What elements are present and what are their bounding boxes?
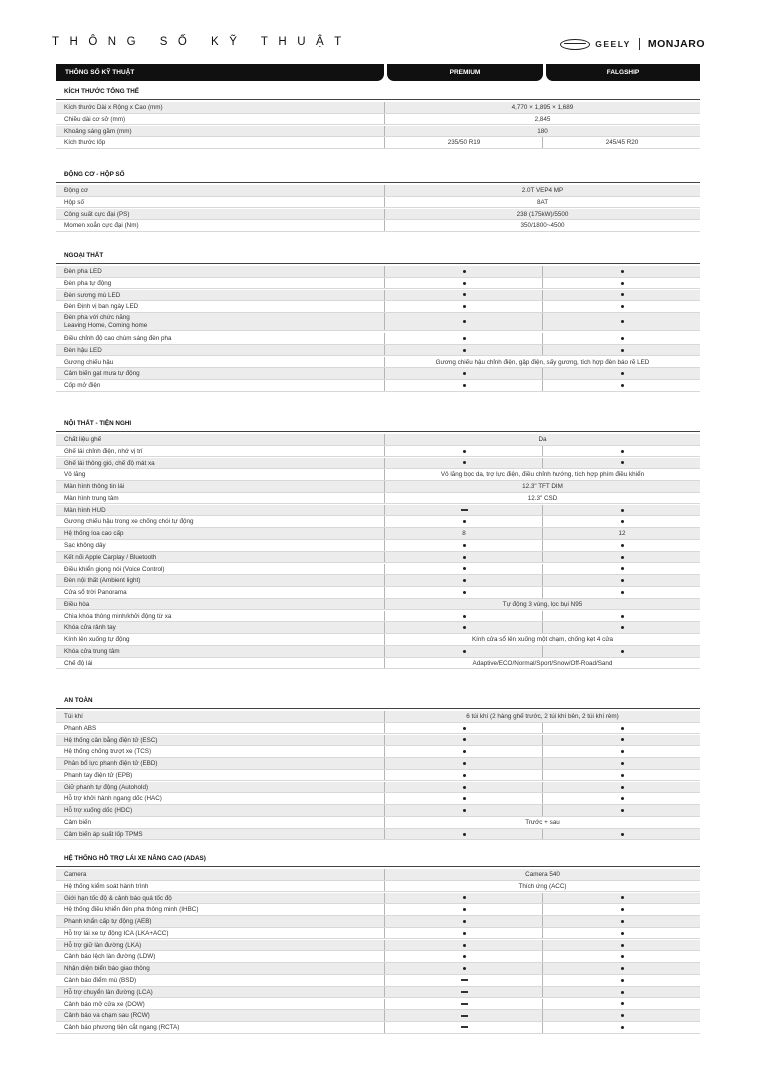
included-dot-icon [621,955,624,958]
included-dot-icon [621,979,624,982]
included-dot-icon [621,337,624,340]
spec-label: Động cơ [64,187,89,194]
spec-row [56,301,700,313]
premium-value: 235/50 R19 [447,139,481,147]
included-dot-icon [463,567,466,570]
row-divider [56,330,700,331]
not-available-dash-icon [461,1003,468,1005]
included-dot-icon [621,797,624,800]
included-dot-icon [621,591,624,594]
spec-row [56,805,700,817]
spec-label: Hỗ trợ giữ làn đường (LKA) [64,941,142,949]
not-available-dash-icon [461,1015,468,1017]
included-dot-icon [463,282,466,285]
included-dot-icon [463,615,466,618]
spec-label: Đèn hậu LED [64,346,102,354]
row-divider [56,1033,700,1034]
spec-row [56,793,700,805]
spec-value-merged: Camera 540 [525,871,560,878]
spec-label: Hỗ trợ xuống dốc (HDC) [64,807,133,815]
included-dot-icon [621,349,624,352]
spec-row [56,587,700,599]
flagship-value: 12 [618,530,626,538]
included-dot-icon [621,1014,624,1017]
spec-label: Kính lên xuống tự động [64,636,130,644]
premium-value: 8 [462,530,466,538]
brand-name: GEELY [595,39,631,49]
model-name: MONJARO [647,38,705,50]
spec-row [56,658,700,670]
included-dot-icon [621,544,624,547]
included-dot-icon [463,579,466,582]
spec-row [56,893,700,905]
spec-label: Điều khiển giọng nói (Voice Control) [64,565,165,573]
column-divider [542,313,543,331]
included-dot-icon [463,650,466,653]
spec-label: Phanh ABS [64,724,97,732]
included-dot-icon [463,727,466,730]
section-title: ĐỘNG CƠ - HỘP SỐ [64,171,125,178]
section-title: KÍCH THƯỚC TỔNG THỂ [64,88,139,95]
spec-row [56,646,700,658]
row-divider [56,148,700,149]
spec-row [56,505,700,517]
included-dot-icon [621,509,624,512]
spec-label: Gương chiếu hậu [64,358,114,366]
included-dot-icon [463,591,466,594]
spec-row [56,881,700,893]
spec-label: Cảnh báo điểm mù (BSD) [64,977,137,985]
included-dot-icon [463,774,466,777]
included-dot-icon [463,372,466,375]
spec-label: Nhận diện biển báo giao thông [64,965,150,973]
section-divider [56,866,700,867]
spec-row [56,552,700,564]
spec-row [56,622,700,634]
included-dot-icon [463,270,466,273]
header-premium-column: PREMIUM [387,64,543,81]
included-dot-icon [463,762,466,765]
included-dot-icon [621,809,624,812]
included-dot-icon [621,615,624,618]
included-dot-icon [621,762,624,765]
spec-label: Cảnh báo va chạm sau (RCW) [64,1012,150,1020]
spec-label: Kích thước Dài x Rộng x Cao (mm) [64,104,163,111]
spec-row [56,735,700,747]
spec-label: Chìa khóa thông minh/khởi động từ xa [64,612,172,620]
header-spec-column: THÔNG SỐ KỸ THUẬT [56,64,384,81]
spec-row [56,963,700,975]
spec-label: Điều hòa [64,600,90,608]
included-dot-icon [621,991,624,994]
spec-row [56,185,700,197]
spec-label: Hộp số [64,198,84,206]
spec-value-merged: Kính cửa sổ lên xuống một chạm, chống kẹt 4 cửa [471,636,614,644]
spec-label: Kích thước lốp [64,139,106,147]
flagship-value [545,313,699,331]
included-dot-icon [463,461,466,464]
spec-row [56,266,700,278]
included-dot-icon [463,797,466,800]
spec-row [56,869,700,881]
included-dot-icon [621,461,624,464]
spec-label: Sạc không dây [64,542,106,550]
spec-row [56,446,700,458]
included-dot-icon [463,349,466,352]
column-divider [384,313,385,331]
spec-label: Vô lăng [64,471,86,479]
included-dot-icon [621,920,624,923]
spec-label: Hệ thống kiểm soát hành trình [64,882,149,890]
section-title: AN TOÀN [64,697,93,704]
included-dot-icon [621,896,624,899]
spec-row [56,114,700,126]
included-dot-icon [621,305,624,308]
included-dot-icon [621,932,624,935]
included-dot-icon [463,809,466,812]
spec-label: Momen xoắn cực đại (Nm) [64,222,139,230]
included-dot-icon [463,293,466,296]
not-available-dash-icon [461,991,468,993]
included-dot-icon [621,567,624,570]
included-dot-icon [463,320,466,323]
spec-value-merged: Trước + sau [525,819,560,827]
flagship-value: 245/45 R20 [605,139,639,147]
included-dot-icon [621,384,624,387]
spec-row [56,380,700,392]
spec-row [56,528,700,540]
section-divider [56,708,700,709]
spec-row [56,758,700,770]
included-dot-icon [621,967,624,970]
included-dot-icon [621,293,624,296]
included-dot-icon [621,786,624,789]
spec-label: Phanh tay điện tử (EPB) [64,771,133,779]
included-dot-icon [621,520,624,523]
spec-row [56,564,700,576]
spec-row [56,1010,700,1022]
section-divider [56,431,700,432]
included-dot-icon [621,626,624,629]
spec-label: Chất liệu ghế [64,436,102,443]
spec-row [56,951,700,963]
spec-row [56,940,700,952]
spec-label: Phanh khẩn cấp tự động (AEB) [64,918,152,926]
spec-row [56,770,700,782]
spec-label: Camera [64,871,87,878]
spec-row [56,197,700,209]
spec-row [56,333,700,345]
included-dot-icon [621,1026,624,1029]
spec-label: Hệ thống loa cao cấp [64,530,124,538]
spec-row [56,102,700,114]
spec-row [56,368,700,380]
spec-row [56,345,700,357]
spec-row [56,599,700,611]
included-dot-icon [621,320,624,323]
spec-row [56,516,700,528]
spec-label: Gương chiếu hậu trong xe chống chói tự động [64,518,194,526]
row-divider [56,839,700,840]
spec-label: Giới hạn tốc độ & cảnh báo quá tốc độ [64,894,172,902]
spec-row [56,469,700,481]
row-divider [56,231,700,232]
included-dot-icon [463,908,466,911]
page-title: THÔNG SỐ KỸ THUẬT [52,36,352,48]
included-dot-icon [463,896,466,899]
spec-value-merged: 12.3" TFT DIM [522,483,563,491]
spec-value-merged: 6 túi khí (2 hàng ghế trước, 2 túi khí bên, 2 túi khí rèm) [466,713,619,720]
spec-row [56,481,700,493]
included-dot-icon [463,738,466,741]
spec-row [56,999,700,1011]
spec-value-merged: Da [538,436,547,443]
spec-row [56,746,700,758]
spec-row [56,782,700,794]
spec-row [56,220,700,232]
spec-label: Màn hình HUD [64,506,106,514]
section-title: HỆ THỐNG HỖ TRỢ LÁI XE NÂNG CAO (ADAS) [64,855,206,862]
spec-label: Chế độ lái [64,659,93,667]
spec-row [56,458,700,470]
spec-label: Khóa cửa trung tâm [64,648,120,656]
included-dot-icon [463,626,466,629]
spec-label: Giữ phanh tự động (Autohold) [64,783,149,791]
spec-row [56,916,700,928]
spec-label: Kết nối Apple Carplay / Bluetooth [64,553,157,561]
spec-label: Cảnh báo phương tiện cắt ngang (RCTA) [64,1024,180,1032]
spec-row [56,575,700,587]
included-dot-icon [463,520,466,523]
included-dot-icon [621,450,624,453]
spec-label: Hệ thống điều khiển đèn pha thông minh (IHBC) [64,906,199,914]
spec-label: Cửa sổ trời Panorama [64,589,127,597]
not-available-dash-icon [461,979,468,981]
included-dot-icon [463,955,466,958]
spec-row [56,723,700,735]
spec-row [56,540,700,552]
spec-label: Khóa cửa rảnh tay [64,624,116,632]
included-dot-icon [621,774,624,777]
spec-label: Cốp mở điện [64,382,101,390]
included-dot-icon [463,544,466,547]
spec-label: Hỗ trợ khởi hành ngang dốc (HAC) [64,795,162,803]
spec-label: Điều chỉnh độ cao chùm sáng đèn pha [64,335,172,343]
included-dot-icon [621,282,624,285]
spec-row [56,975,700,987]
spec-label: Chiều dài cơ sở (mm) [64,115,126,123]
row-divider [56,391,700,392]
spec-row [56,290,700,302]
spec-value-merged: 12.3" CSD [527,494,558,502]
spec-label: Túi khí [64,713,83,720]
spec-row [56,137,700,149]
included-dot-icon [463,450,466,453]
spec-row [56,711,700,723]
included-dot-icon [463,786,466,789]
spec-label: Cảm biến gạt mưa tự động [64,370,140,378]
row-divider [56,668,700,669]
spec-value-merged: Vô lăng bọc da, trợ lực điện, điều chỉnh hướng, tích hợp phím điều khiển [440,471,645,479]
spec-row [56,634,700,646]
spec-row [56,1022,700,1034]
spec-label: Cảm biến áp suất lốp TPMS [64,830,143,838]
spec-row [56,278,700,290]
included-dot-icon [621,738,624,741]
included-dot-icon [463,932,466,935]
spec-value-merged: 4,770 × 1,895 × 1,689 [511,104,574,111]
included-dot-icon [621,833,624,836]
spec-label: Màn hình trung tâm [64,494,119,502]
spec-label: Hỗ trợ chuyển làn đường (LCA) [64,988,153,996]
spec-label: Hệ thống cân bằng điện tử (ESC) [64,736,158,744]
spec-label: Đèn pha với chức năng Leaving Home, Coming home [64,314,148,330]
spec-value-merged: 2,845 [534,115,551,123]
included-dot-icon [463,384,466,387]
spec-label: Công suất cực đại (PS) [64,210,130,218]
spec-row [56,817,700,829]
spec-value-merged: 350/1800~4500 [520,222,565,230]
included-dot-icon [621,579,624,582]
included-dot-icon [621,750,624,753]
included-dot-icon [621,944,624,947]
spec-value-merged: Adaptive/ECO/Normal/Sport/Snow/Off-Road/Sand [472,659,613,667]
section-divider [56,99,700,100]
spec-value-merged: 180 [537,127,548,135]
spec-value-merged: Gương chiếu hậu chỉnh điện, gập điện, sấy gương, tích hợp đèn báo rẽ LED [435,358,650,366]
not-available-dash-icon [461,1026,468,1028]
spec-value-merged: 8AT [536,198,549,206]
spec-label: Đèn sương mù LED [64,291,121,299]
spec-label: Ghế lái thông gió, chế độ mát xa [64,459,155,467]
section-divider [56,263,700,264]
included-dot-icon [463,556,466,559]
included-dot-icon [463,337,466,340]
included-dot-icon [621,1002,624,1005]
included-dot-icon [621,270,624,273]
spec-row [56,829,700,841]
spec-label: Ghế lái chỉnh điện, nhớ vị trí [64,447,143,455]
spec-label: Cảnh báo lệch làn đường (LDW) [64,953,156,961]
included-dot-icon [621,908,624,911]
spec-label: Cảm biến [64,819,91,827]
spec-row [56,126,700,138]
not-available-dash-icon [461,509,468,511]
spec-row [56,493,700,505]
included-dot-icon [463,967,466,970]
section-title: NGOẠI THẤT [64,252,104,259]
spec-row [56,209,700,221]
spec-value-merged: 2.0T VEP4 MP [521,187,564,194]
spec-row [56,904,700,916]
spec-row [56,987,700,999]
included-dot-icon [463,305,466,308]
included-dot-icon [621,556,624,559]
included-dot-icon [463,920,466,923]
spec-label: Màn hình thông tin lái [64,483,125,491]
spec-label: Hỗ trợ lái xe tự động ICA (LKA+ACC) [64,929,169,937]
spec-label: Khoảng sáng gầm (mm) [64,127,132,135]
included-dot-icon [463,750,466,753]
spec-label: Đèn Định vị ban ngày LED [64,303,139,311]
spec-label: Đèn pha tự động [64,279,112,287]
included-dot-icon [621,372,624,375]
spec-label: Cảnh báo mở cửa xe (DOW) [64,1000,145,1008]
premium-value [386,313,542,331]
spec-row [56,611,700,623]
included-dot-icon [621,650,624,653]
section-title: NỘI THẤT - TIỆN NGHI [64,420,132,427]
spec-row [56,313,700,331]
header-flagship-column: FALGSHIP [546,64,700,81]
included-dot-icon [463,833,466,836]
included-dot-icon [463,944,466,947]
spec-value-merged: Tự động 3 vùng, lọc bụi N95 [502,600,583,608]
spec-label: Đèn nội thất (Ambient light) [64,577,141,585]
section-divider [56,182,700,183]
included-dot-icon [621,727,624,730]
spec-label: Hệ thống chống trượt xe (TCS) [64,748,152,756]
spec-value-merged: Thích ứng (ACC) [518,882,567,890]
spec-label: Phân bổ lực phanh điện tử (EBD) [64,760,158,768]
spec-row [56,357,700,369]
spec-row [56,434,700,446]
spec-label: Đèn pha LED [64,268,102,275]
spec-row [56,928,700,940]
spec-value-merged: 238 (175kW)/5500 [516,210,569,218]
